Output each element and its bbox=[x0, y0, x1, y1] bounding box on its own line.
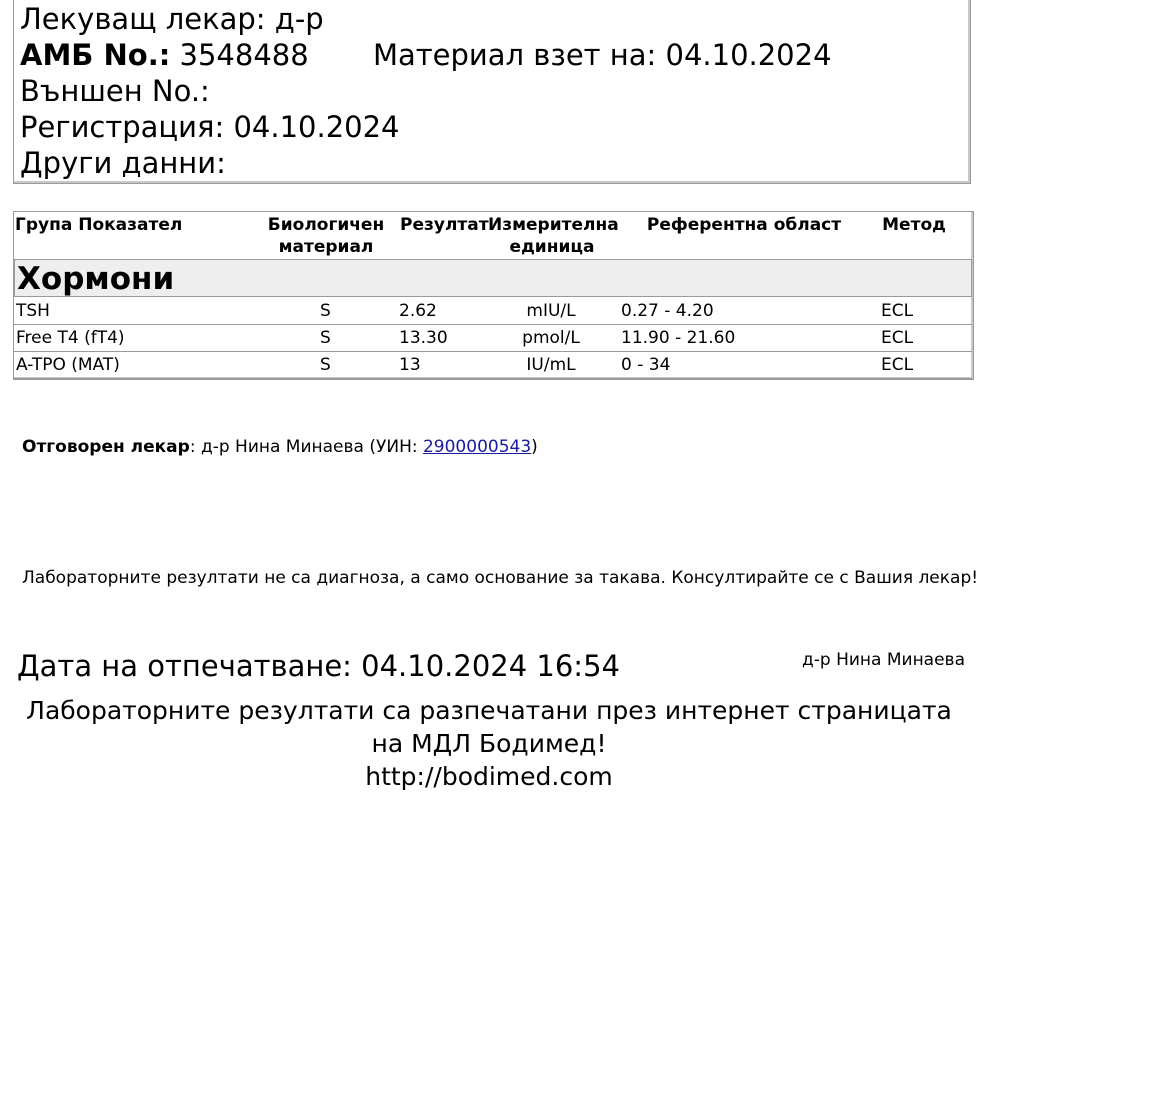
amb-label: АМБ No.: bbox=[20, 38, 171, 72]
patient-info-box bbox=[13, 0, 971, 184]
cell-reference: 0 - 34 bbox=[621, 355, 671, 375]
cell-bio: S bbox=[320, 328, 331, 348]
header-method: Метод bbox=[882, 215, 946, 235]
cell-unit: mIU/L bbox=[526, 301, 576, 321]
cell-method: ECL bbox=[881, 301, 914, 321]
footer-line2: на МДЛ Бодимед! bbox=[371, 729, 607, 758]
cell-unit: IU/mL bbox=[526, 355, 576, 375]
cell-bio: S bbox=[320, 355, 331, 375]
cell-reference: 11.90 - 21.60 bbox=[621, 328, 736, 348]
cell-method: ECL bbox=[881, 355, 914, 375]
amb-value: 3548488 bbox=[179, 38, 309, 72]
table-row bbox=[14, 298, 972, 325]
cell-result: 13 bbox=[399, 355, 421, 375]
header-reference: Референтна област bbox=[646, 215, 842, 235]
responsible-doctor-text: : д-р Нина Минаева (УИН: bbox=[189, 437, 423, 457]
print-doctor: д-р Нина Минаева bbox=[802, 650, 965, 670]
external-number: Външен No.: bbox=[20, 74, 210, 108]
group-row-hormones bbox=[14, 259, 972, 297]
cell-method: ECL bbox=[881, 328, 914, 348]
cell-name: Free T4 (fT4) bbox=[16, 328, 125, 348]
cell-name: TSH bbox=[16, 301, 50, 321]
cell-unit: pmol/L bbox=[522, 328, 580, 348]
treating-doctor: Лекуващ лекар: д-р bbox=[20, 2, 324, 36]
responsible-close: ) bbox=[531, 437, 538, 457]
header-bio-line2: материал bbox=[278, 237, 374, 257]
header-unit-line2: единица bbox=[509, 237, 595, 257]
table-row bbox=[14, 325, 972, 352]
cell-result: 2.62 bbox=[399, 301, 437, 321]
registration-date: Регистрация: 04.10.2024 bbox=[20, 110, 400, 144]
amb-number bbox=[20, 37, 309, 73]
results-table bbox=[13, 211, 974, 380]
table-row bbox=[14, 352, 972, 379]
material-taken: Материал взет на: 04.10.2024 bbox=[373, 38, 832, 72]
uin-link[interactable]: 2900000543 bbox=[422, 437, 532, 457]
footer bbox=[13, 694, 965, 793]
header-unit bbox=[488, 214, 619, 258]
group-title: Хормони bbox=[17, 261, 175, 297]
cell-name: A-TPO (MAT) bbox=[16, 355, 120, 375]
print-date: Дата на отпечатване: 04.10.2024 16:54 bbox=[17, 649, 620, 683]
cell-result: 13.30 bbox=[399, 328, 448, 348]
footer-url: http://bodimed.com bbox=[365, 762, 613, 791]
cell-bio: S bbox=[320, 301, 331, 321]
responsible-label: Отговорен лекар bbox=[22, 437, 190, 457]
footer-line1: Лабораторните резултати са разпечатани през интернет страницата bbox=[26, 696, 952, 725]
header-group: Група Показател bbox=[15, 215, 183, 235]
header-bio-material bbox=[266, 214, 386, 258]
header-unit-line1: Измерителна bbox=[488, 215, 619, 235]
other-data: Други данни: bbox=[20, 146, 226, 180]
header-result: Резултат bbox=[400, 215, 489, 235]
cell-reference: 0.27 - 4.20 bbox=[621, 301, 714, 321]
responsible-doctor bbox=[22, 436, 538, 458]
header-bio-line1: Биологичен bbox=[267, 215, 385, 235]
disclaimer: Лабораторните резултати не са диагноза, а само основание за такава. Консултирайте се с Вашия лекар! bbox=[22, 568, 979, 588]
